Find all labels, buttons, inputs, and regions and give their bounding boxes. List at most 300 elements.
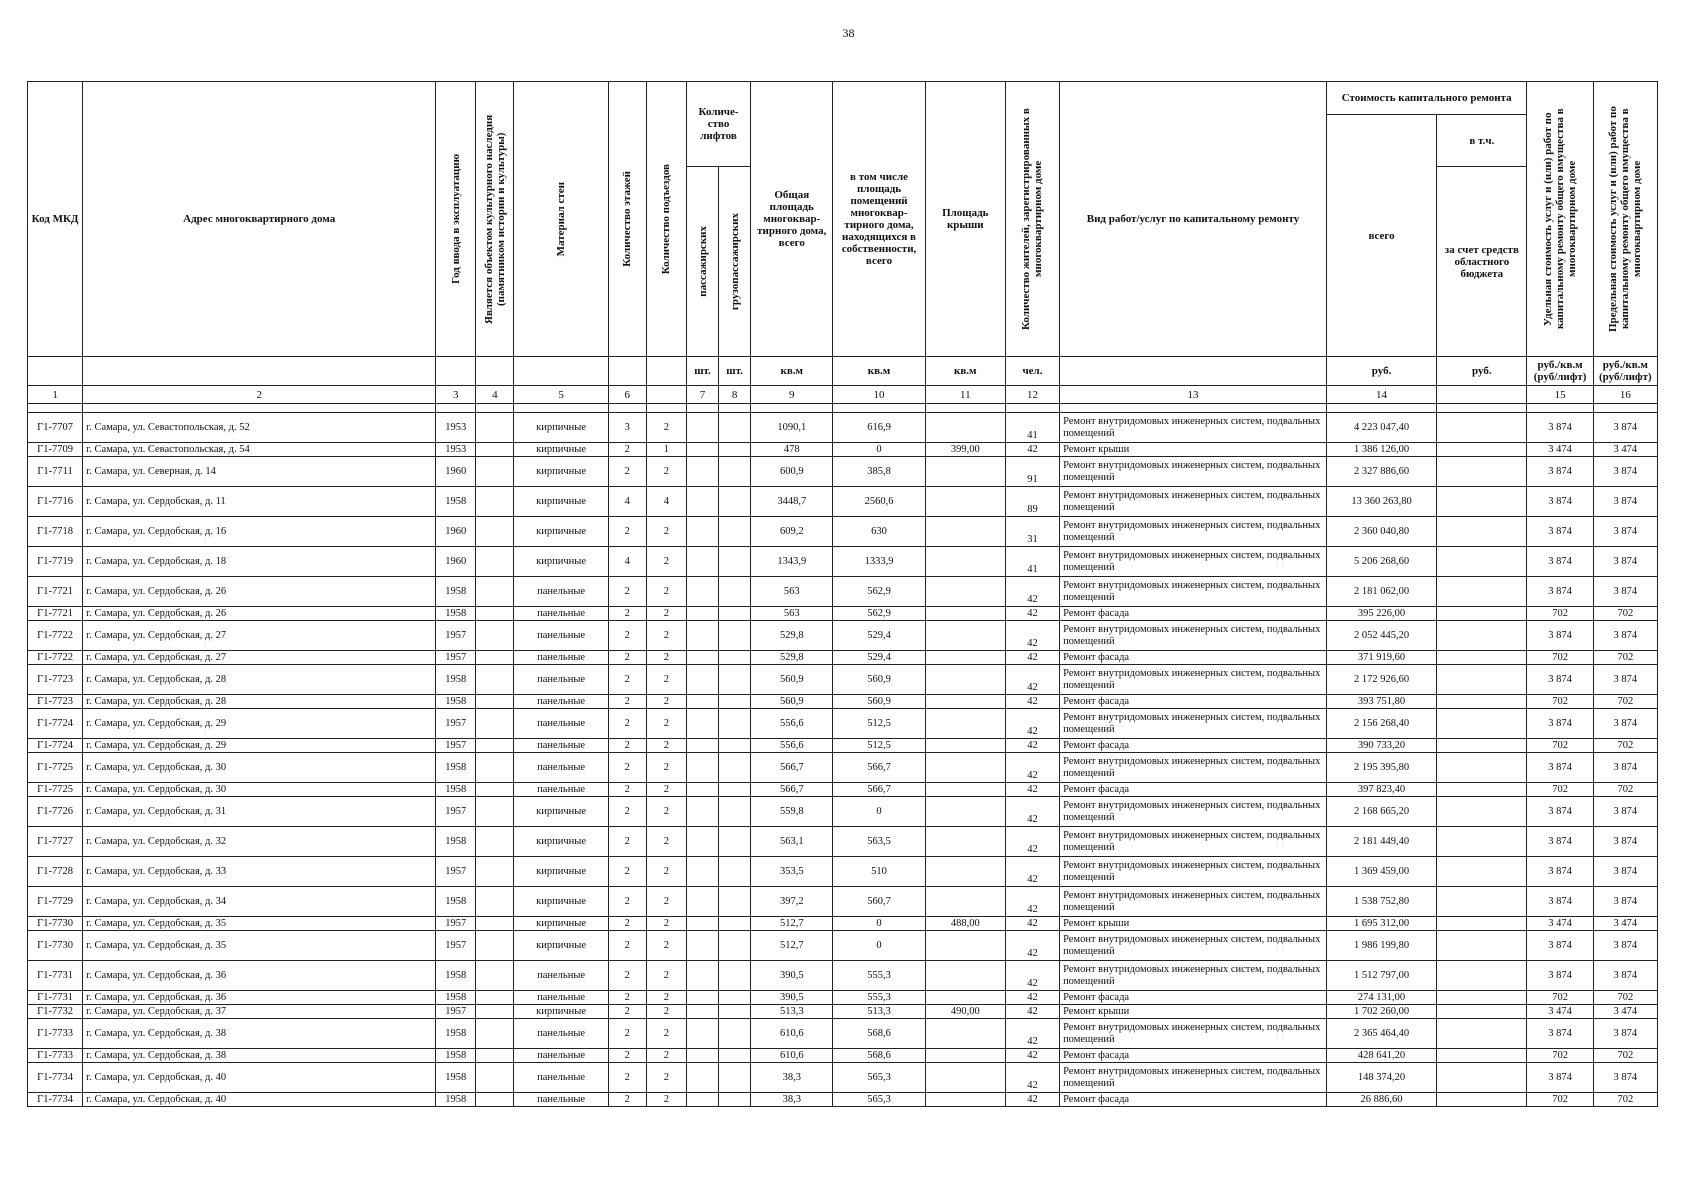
table-row [28, 917, 1658, 931]
table-row [28, 413, 1658, 443]
owned-area-cell: 513,3 [833, 1005, 925, 1019]
floors-cell: 2 [608, 961, 646, 991]
lifts-cargo-cell [719, 857, 751, 887]
address-cell: г. Самара, ул. Сердобская, д. 26 [83, 577, 436, 607]
owned-area-cell: 566,7 [833, 783, 925, 797]
limit-cost-cell: 3 874 [1593, 709, 1657, 739]
limit-cost-cell: 3 474 [1593, 1005, 1657, 1019]
table-row [28, 547, 1658, 577]
lifts-pass-cell [686, 665, 718, 695]
lifts-cargo-cell [719, 1093, 751, 1107]
roof-area-cell [925, 651, 1005, 665]
unit-cost-cell: 3 874 [1527, 665, 1593, 695]
heritage-cell [476, 827, 514, 857]
unit-cost-cell: 3 874 [1527, 413, 1593, 443]
work-type-cell: Ремонт внутридомовых инженерных систем, подвальных помещений [1060, 1019, 1327, 1049]
cost-regional-cell [1437, 1049, 1527, 1063]
year-cell: 1958 [436, 783, 476, 797]
lifts-pass-cell [686, 547, 718, 577]
cost-regional-cell [1437, 991, 1527, 1005]
lifts-pass-cell [686, 1063, 718, 1093]
floors-cell: 2 [608, 709, 646, 739]
column-number: 8 [719, 386, 751, 404]
work-type-cell: Ремонт фасада [1060, 1049, 1327, 1063]
total-area-cell: 563 [751, 577, 833, 607]
entrances-cell: 2 [646, 739, 686, 753]
code-cell: Г1-7734 [28, 1093, 83, 1107]
unit-cost-cell: 702 [1527, 991, 1593, 1005]
lifts-pass-cell [686, 753, 718, 783]
owned-area-cell: 616,9 [833, 413, 925, 443]
lifts-cargo-cell [719, 517, 751, 547]
lifts-pass-cell [686, 607, 718, 621]
address-cell: г. Самара, ул. Сердобская, д. 28 [83, 665, 436, 695]
wall-cell: панельные [514, 1063, 608, 1093]
entrances-cell: 1 [646, 443, 686, 457]
cost-total-cell: 13 360 263,80 [1326, 487, 1436, 517]
owned-area-cell: 560,9 [833, 665, 925, 695]
owned-area-cell: 510 [833, 857, 925, 887]
work-type-cell: Ремонт внутридомовых инженерных систем, подвальных помещений [1060, 547, 1327, 577]
code-cell: Г1-7723 [28, 665, 83, 695]
roof-area-cell [925, 991, 1005, 1005]
cost-total-cell: 397 823,40 [1326, 783, 1436, 797]
unit-cost-total: руб. [1326, 357, 1436, 386]
wall-cell: кирпичные [514, 931, 608, 961]
owned-area-cell: 512,5 [833, 709, 925, 739]
lifts-cargo-cell [719, 547, 751, 577]
entrances-cell: 2 [646, 651, 686, 665]
year-cell: 1957 [436, 857, 476, 887]
lifts-cargo-cell [719, 1063, 751, 1093]
floors-cell: 2 [608, 991, 646, 1005]
header-cost-regional: за счет средств областного бюджета [1437, 167, 1527, 357]
header-floors-cell [608, 82, 646, 357]
cost-regional-cell [1437, 961, 1527, 991]
lifts-cargo-cell [719, 695, 751, 709]
heritage-cell [476, 1049, 514, 1063]
cost-regional-cell [1437, 783, 1527, 797]
wall-cell: кирпичные [514, 917, 608, 931]
cost-total-cell: 2 181 449,40 [1326, 827, 1436, 857]
entrances-cell: 2 [646, 857, 686, 887]
table-row [28, 827, 1658, 857]
cost-total-cell: 1 512 797,00 [1326, 961, 1436, 991]
heritage-cell [476, 651, 514, 665]
spacer-row [28, 404, 1658, 413]
cost-total-cell: 395 226,00 [1326, 607, 1436, 621]
lifts-pass-cell [686, 887, 718, 917]
cost-regional-cell [1437, 739, 1527, 753]
header-residents: Количество жителей, зарегистрированных в многоквартирном доме [1020, 108, 1045, 330]
unit-cost-cell: 3 874 [1527, 577, 1593, 607]
owned-area-cell: 0 [833, 917, 925, 931]
cost-total-cell: 1 986 199,80 [1326, 931, 1436, 961]
owned-area-cell: 0 [833, 443, 925, 457]
unit-cost-cell: 3 874 [1527, 1063, 1593, 1093]
limit-cost-cell: 3 874 [1593, 1019, 1657, 1049]
cost-regional-cell [1437, 547, 1527, 577]
column-number: 5 [514, 386, 608, 404]
residents-cell: 42 [1005, 783, 1059, 797]
owned-area-cell: 555,3 [833, 961, 925, 991]
floors-cell: 2 [608, 739, 646, 753]
lifts-cargo-cell [719, 709, 751, 739]
unit-owned-area: кв.м [833, 357, 925, 386]
address-cell: г. Самара, ул. Сердобская, д. 28 [83, 695, 436, 709]
total-area-cell: 566,7 [751, 783, 833, 797]
entrances-cell: 2 [646, 917, 686, 931]
owned-area-cell: 560,7 [833, 887, 925, 917]
entrances-cell: 2 [646, 457, 686, 487]
owned-area-cell: 1333,9 [833, 547, 925, 577]
year-cell: 1958 [436, 695, 476, 709]
roof-area-cell [925, 709, 1005, 739]
floors-cell: 2 [608, 1093, 646, 1107]
residents-cell: 42 [1005, 991, 1059, 1005]
code-cell: Г1-7722 [28, 621, 83, 651]
entrances-cell: 2 [646, 413, 686, 443]
lifts-cargo-cell [719, 887, 751, 917]
limit-cost-cell: 3 874 [1593, 961, 1657, 991]
roof-area-cell [925, 607, 1005, 621]
roof-area-cell: 490,00 [925, 1005, 1005, 1019]
entrances-cell: 2 [646, 753, 686, 783]
entrances-cell: 4 [646, 487, 686, 517]
wall-cell: панельные [514, 651, 608, 665]
total-area-cell: 610,6 [751, 1049, 833, 1063]
header-residents-cell [1005, 82, 1059, 357]
floors-cell: 2 [608, 887, 646, 917]
table-row [28, 577, 1658, 607]
wall-cell: панельные [514, 1093, 608, 1107]
wall-cell: кирпичные [514, 797, 608, 827]
table-row [28, 991, 1658, 1005]
lifts-cargo-cell [719, 665, 751, 695]
unit-cost-cell: 3 474 [1527, 917, 1593, 931]
entrances-cell: 2 [646, 797, 686, 827]
code-cell: Г1-7707 [28, 413, 83, 443]
address-cell: г. Самара, ул. Сердобская, д. 40 [83, 1063, 436, 1093]
cost-total-cell: 26 886,60 [1326, 1093, 1436, 1107]
lifts-cargo-cell [719, 607, 751, 621]
header-heritage: Является объектом культурного наследия (памятником истории и культуры) [482, 114, 507, 324]
address-cell: г. Самара, ул. Сердобская, д. 38 [83, 1049, 436, 1063]
floors-cell: 2 [608, 695, 646, 709]
address-cell: г. Самара, ул. Сердобская, д. 40 [83, 1093, 436, 1107]
unit-cost-cell: 3 874 [1527, 709, 1593, 739]
residents-cell: 42 [1005, 695, 1059, 709]
total-area-cell: 610,6 [751, 1019, 833, 1049]
cost-total-cell: 393 751,80 [1326, 695, 1436, 709]
table-row [28, 1049, 1658, 1063]
unit-unit-cost: руб./кв.м (руб/лифт) [1527, 357, 1593, 386]
code-cell: Г1-7709 [28, 443, 83, 457]
cost-regional-cell [1437, 1005, 1527, 1019]
cost-regional-cell [1437, 827, 1527, 857]
year-cell: 1958 [436, 753, 476, 783]
units-row [28, 357, 1658, 386]
heritage-cell [476, 577, 514, 607]
table-body [28, 413, 1658, 1107]
residents-cell: 31 [1005, 517, 1059, 547]
total-area-cell: 556,6 [751, 709, 833, 739]
unit-roof-area: кв.м [925, 357, 1005, 386]
work-type-cell: Ремонт внутридомовых инженерных систем, подвальных помещений [1060, 709, 1327, 739]
cost-total-cell: 2 156 268,40 [1326, 709, 1436, 739]
unit-cost-cell: 702 [1527, 739, 1593, 753]
year-cell: 1958 [436, 991, 476, 1005]
header-wall-cell [514, 82, 608, 357]
lifts-pass-cell [686, 1019, 718, 1049]
residents-cell: 41 [1005, 413, 1059, 443]
heritage-cell [476, 413, 514, 443]
residents-cell: 42 [1005, 709, 1059, 739]
heritage-cell [476, 547, 514, 577]
entrances-cell: 2 [646, 887, 686, 917]
cost-total-cell: 2 327 886,60 [1326, 457, 1436, 487]
work-type-cell: Ремонт фасада [1060, 783, 1327, 797]
unit-lifts-cargo: шт. [719, 357, 751, 386]
limit-cost-cell: 3 874 [1593, 753, 1657, 783]
residents-cell: 42 [1005, 651, 1059, 665]
residents-cell: 42 [1005, 739, 1059, 753]
wall-cell: кирпичные [514, 413, 608, 443]
limit-cost-cell: 3 874 [1593, 487, 1657, 517]
roof-area-cell [925, 517, 1005, 547]
owned-area-cell: 0 [833, 797, 925, 827]
cost-total-cell: 2 365 464,40 [1326, 1019, 1436, 1049]
cost-regional-cell [1437, 857, 1527, 887]
lifts-cargo-cell [719, 991, 751, 1005]
limit-cost-cell: 3 874 [1593, 931, 1657, 961]
year-cell: 1957 [436, 931, 476, 961]
total-area-cell: 512,7 [751, 931, 833, 961]
limit-cost-cell: 3 474 [1593, 917, 1657, 931]
floors-cell: 2 [608, 517, 646, 547]
cost-total-cell: 274 131,00 [1326, 991, 1436, 1005]
lifts-cargo-cell [719, 487, 751, 517]
year-cell: 1958 [436, 665, 476, 695]
roof-area-cell [925, 457, 1005, 487]
heritage-cell [476, 887, 514, 917]
entrances-cell: 2 [646, 1049, 686, 1063]
work-type-cell: Ремонт крыши [1060, 1005, 1327, 1019]
total-area-cell: 38,3 [751, 1093, 833, 1107]
total-area-cell: 390,5 [751, 991, 833, 1005]
work-type-cell: Ремонт внутридомовых инженерных систем, подвальных помещений [1060, 457, 1327, 487]
lifts-cargo-cell [719, 1019, 751, 1049]
owned-area-cell: 568,6 [833, 1049, 925, 1063]
limit-cost-cell: 702 [1593, 607, 1657, 621]
total-area-cell: 563 [751, 607, 833, 621]
code-cell: Г1-7721 [28, 607, 83, 621]
header-year: Год ввода в эксплуатацию [449, 154, 462, 284]
heritage-cell [476, 1005, 514, 1019]
cost-total-cell: 2 168 665,20 [1326, 797, 1436, 827]
floors-cell: 2 [608, 917, 646, 931]
code-cell: Г1-7734 [28, 1063, 83, 1093]
wall-cell: панельные [514, 607, 608, 621]
header-lifts-cargo: грузопассажирских [728, 212, 741, 311]
header-lifts-pass-cell [686, 167, 718, 357]
header-limit-cost: Предельная стоимость услуг и (или) работ по капитальному ремонту общего имущества в многоквартирном доме [1607, 106, 1644, 332]
lifts-pass-cell [686, 443, 718, 457]
unit-cost-cell: 3 874 [1527, 621, 1593, 651]
total-area-cell: 513,3 [751, 1005, 833, 1019]
cost-total-cell: 1 702 260,00 [1326, 1005, 1436, 1019]
heritage-cell [476, 457, 514, 487]
residents-cell: 42 [1005, 1019, 1059, 1049]
cost-regional-cell [1437, 621, 1527, 651]
year-cell: 1960 [436, 517, 476, 547]
table-row [28, 621, 1658, 651]
cost-regional-cell [1437, 577, 1527, 607]
cost-regional-cell [1437, 797, 1527, 827]
roof-area-cell [925, 1093, 1005, 1107]
work-type-cell: Ремонт внутридомовых инженерных систем, подвальных помещений [1060, 517, 1327, 547]
total-area-cell: 609,2 [751, 517, 833, 547]
residents-cell: 41 [1005, 547, 1059, 577]
table-row [28, 1093, 1658, 1107]
residents-cell: 91 [1005, 457, 1059, 487]
header-entrances-cell [646, 82, 686, 357]
address-cell: г. Самара, ул. Сердобская, д. 27 [83, 651, 436, 665]
lifts-cargo-cell [719, 443, 751, 457]
unit-cost-cell: 702 [1527, 1093, 1593, 1107]
year-cell: 1953 [436, 413, 476, 443]
wall-cell: кирпичные [514, 457, 608, 487]
unit-cost-cell: 3 874 [1527, 517, 1593, 547]
entrances-cell: 2 [646, 1019, 686, 1049]
limit-cost-cell: 3 874 [1593, 621, 1657, 651]
wall-cell: панельные [514, 621, 608, 651]
total-area-cell: 3448,7 [751, 487, 833, 517]
cost-total-cell: 2 052 445,20 [1326, 621, 1436, 651]
heritage-cell [476, 695, 514, 709]
work-type-cell: Ремонт внутридомовых инженерных систем, подвальных помещений [1060, 961, 1327, 991]
column-number: 6 [608, 386, 646, 404]
header-wall: Материал стен [555, 181, 568, 257]
total-area-cell: 353,5 [751, 857, 833, 887]
code-cell: Г1-7723 [28, 695, 83, 709]
code-cell: Г1-7718 [28, 517, 83, 547]
address-cell: г. Самара, ул. Сердобская, д. 29 [83, 739, 436, 753]
heritage-cell [476, 753, 514, 783]
lifts-pass-cell [686, 961, 718, 991]
wall-cell: панельные [514, 709, 608, 739]
address-cell: г. Самара, ул. Севастопольская, д. 52 [83, 413, 436, 443]
address-cell: г. Самара, ул. Сердобская, д. 36 [83, 961, 436, 991]
roof-area-cell [925, 621, 1005, 651]
cost-regional-cell [1437, 1019, 1527, 1049]
entrances-cell: 2 [646, 961, 686, 991]
header-cost-group: Стоимость капитального ремонта [1326, 82, 1527, 115]
column-number: 12 [1005, 386, 1059, 404]
residents-cell: 89 [1005, 487, 1059, 517]
owned-area-cell: 560,9 [833, 695, 925, 709]
lifts-pass-cell [686, 577, 718, 607]
lifts-cargo-cell [719, 917, 751, 931]
code-cell: Г1-7728 [28, 857, 83, 887]
owned-area-cell: 529,4 [833, 651, 925, 665]
roof-area-cell: 399,00 [925, 443, 1005, 457]
unit-cost-cell: 3 874 [1527, 887, 1593, 917]
code-cell: Г1-7730 [28, 917, 83, 931]
owned-area-cell: 566,7 [833, 753, 925, 783]
roof-area-cell [925, 547, 1005, 577]
cost-regional-cell [1437, 917, 1527, 931]
table-row [28, 1019, 1658, 1049]
wall-cell: панельные [514, 577, 608, 607]
cost-total-cell: 2 195 395,80 [1326, 753, 1436, 783]
heritage-cell [476, 1063, 514, 1093]
lifts-cargo-cell [719, 577, 751, 607]
cost-regional-cell [1437, 887, 1527, 917]
entrances-cell: 2 [646, 1005, 686, 1019]
header-entrances: Количество подъездов [660, 163, 673, 275]
floors-cell: 2 [608, 1049, 646, 1063]
table-row [28, 739, 1658, 753]
lifts-pass-cell [686, 621, 718, 651]
limit-cost-cell: 702 [1593, 651, 1657, 665]
cost-total-cell: 1 386 126,00 [1326, 443, 1436, 457]
work-type-cell: Ремонт внутридомовых инженерных систем, подвальных помещений [1060, 827, 1327, 857]
column-number: 9 [751, 386, 833, 404]
roof-area-cell [925, 665, 1005, 695]
lifts-pass-cell [686, 783, 718, 797]
floors-cell: 2 [608, 665, 646, 695]
unit-cost-cell: 3 874 [1527, 931, 1593, 961]
cost-regional-cell [1437, 695, 1527, 709]
address-cell: г. Самара, ул. Сердобская, д. 37 [83, 1005, 436, 1019]
address-cell: г. Самара, ул. Сердобская, д. 27 [83, 621, 436, 651]
owned-area-cell: 0 [833, 931, 925, 961]
address-cell: г. Самара, ул. Сердобская, д. 11 [83, 487, 436, 517]
table-row [28, 457, 1658, 487]
owned-area-cell: 568,6 [833, 1019, 925, 1049]
heritage-cell [476, 961, 514, 991]
wall-cell: кирпичные [514, 443, 608, 457]
limit-cost-cell: 3 874 [1593, 413, 1657, 443]
address-cell: г. Самара, ул. Сердобская, д. 34 [83, 887, 436, 917]
code-cell: Г1-7725 [28, 783, 83, 797]
year-cell: 1957 [436, 651, 476, 665]
column-number: 1 [28, 386, 83, 404]
unit-cost-cell: 3 874 [1527, 547, 1593, 577]
lifts-cargo-cell [719, 621, 751, 651]
heritage-cell [476, 607, 514, 621]
floors-cell: 2 [608, 857, 646, 887]
limit-cost-cell: 3 874 [1593, 887, 1657, 917]
roof-area-cell [925, 931, 1005, 961]
year-cell: 1958 [436, 1049, 476, 1063]
total-area-cell: 512,7 [751, 917, 833, 931]
header-work-type: Вид работ/услуг по капитальному ремонту [1060, 82, 1327, 357]
address-cell: г. Самара, ул. Сердобская, д. 30 [83, 783, 436, 797]
unit-cost-cell: 702 [1527, 783, 1593, 797]
table-row [28, 753, 1658, 783]
floors-cell: 2 [608, 457, 646, 487]
unit-total-area: кв.м [751, 357, 833, 386]
unit-cost-regional: руб. [1437, 357, 1527, 386]
residents-cell: 42 [1005, 931, 1059, 961]
residents-cell: 42 [1005, 753, 1059, 783]
floors-cell: 2 [608, 783, 646, 797]
address-cell: г. Самара, ул. Сердобская, д. 30 [83, 753, 436, 783]
limit-cost-cell: 702 [1593, 783, 1657, 797]
header-code: Код МКД [28, 82, 83, 357]
